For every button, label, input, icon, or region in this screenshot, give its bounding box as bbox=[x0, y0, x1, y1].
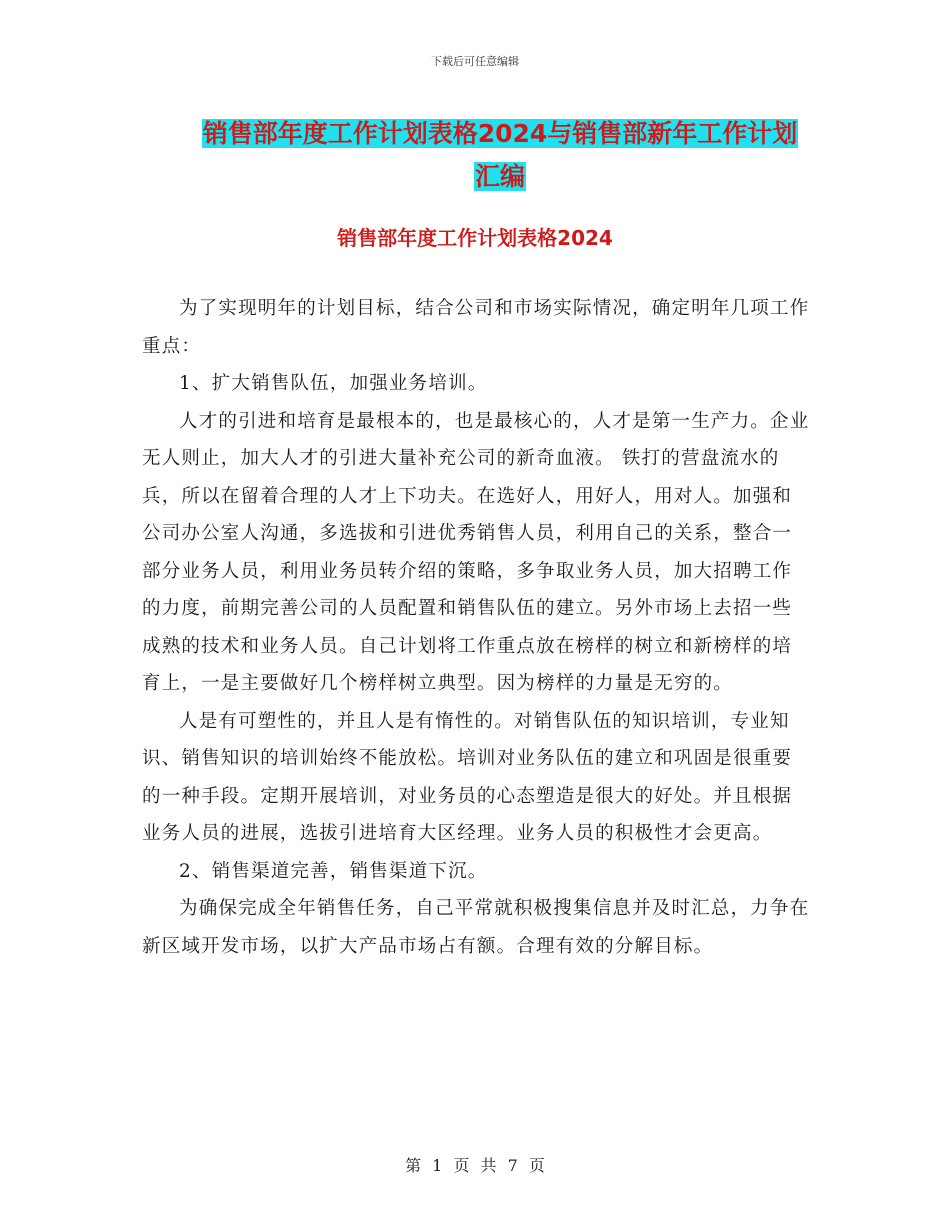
document-title-line-2: 汇编 bbox=[474, 162, 525, 191]
section-title: 销售部年度工作计划表格2024 bbox=[337, 226, 613, 250]
header-note: 下载后可任意编辑 bbox=[431, 55, 519, 68]
paragraph: 1、扩大销售队伍，加强业务培训。 bbox=[179, 373, 488, 394]
paragraph: 为了实现明年的计划目标，结合公司和市场实际情况，确定明年几项工作重点： bbox=[142, 298, 810, 357]
paragraph: 人才的引进和培育是最根本的，也是最核心的，人才是第一生产力。企业无人则止，加大人才的引进大量补充公司的新奇血液。 铁打的营盘流水的兵，所以在留着合理的人才上下功夫。在选好人，用好人，用对人。加强和公司办公室人沟通，多选拔和引进优秀销售人员，利用自己的关系，整合一部分业务人员，利用业务员转介绍的策略，多争取业务人员，加大招聘工作的力度，前期完善公司的人员配置和销售队伍的建立。另外市场上去招一些成熟的技术和业务人员。自己计划将工作重点放在榜样的树立和新榜样的培育上，一是主要做好几个榜样树立典型。因为榜样的力量是无穷的。 bbox=[142, 410, 810, 694]
paragraph: 为确保完成全年销售任务，自己平常就积极搜集信息并及时汇总，力争在新区域开发市场，以扩大产品市场占有额。合理有效的分解目标。 bbox=[142, 898, 810, 957]
paragraph: 人是有可塑性的，并且人是有惰性的。对销售队伍的知识培训，专业知识、销售知识的培训始终不能放松。培训对业务队伍的建立和巩固是很重要的一种手段。定期开展培训，对业务员的心态塑造是很大的好处。并且根据业务人员的进展，选拔引进培育大区经理。业务人员的积极性才会更高。 bbox=[142, 710, 793, 844]
document-title bbox=[150, 112, 850, 198]
page-footer: 第 1 页 共 7 页 bbox=[405, 1156, 545, 1175]
document-body bbox=[142, 290, 810, 965]
document-title-line-1: 销售部年度工作计划表格2024与销售部新年工作计划 bbox=[202, 119, 798, 148]
paragraph: 2、销售渠道完善，销售渠道下沉。 bbox=[179, 860, 488, 882]
